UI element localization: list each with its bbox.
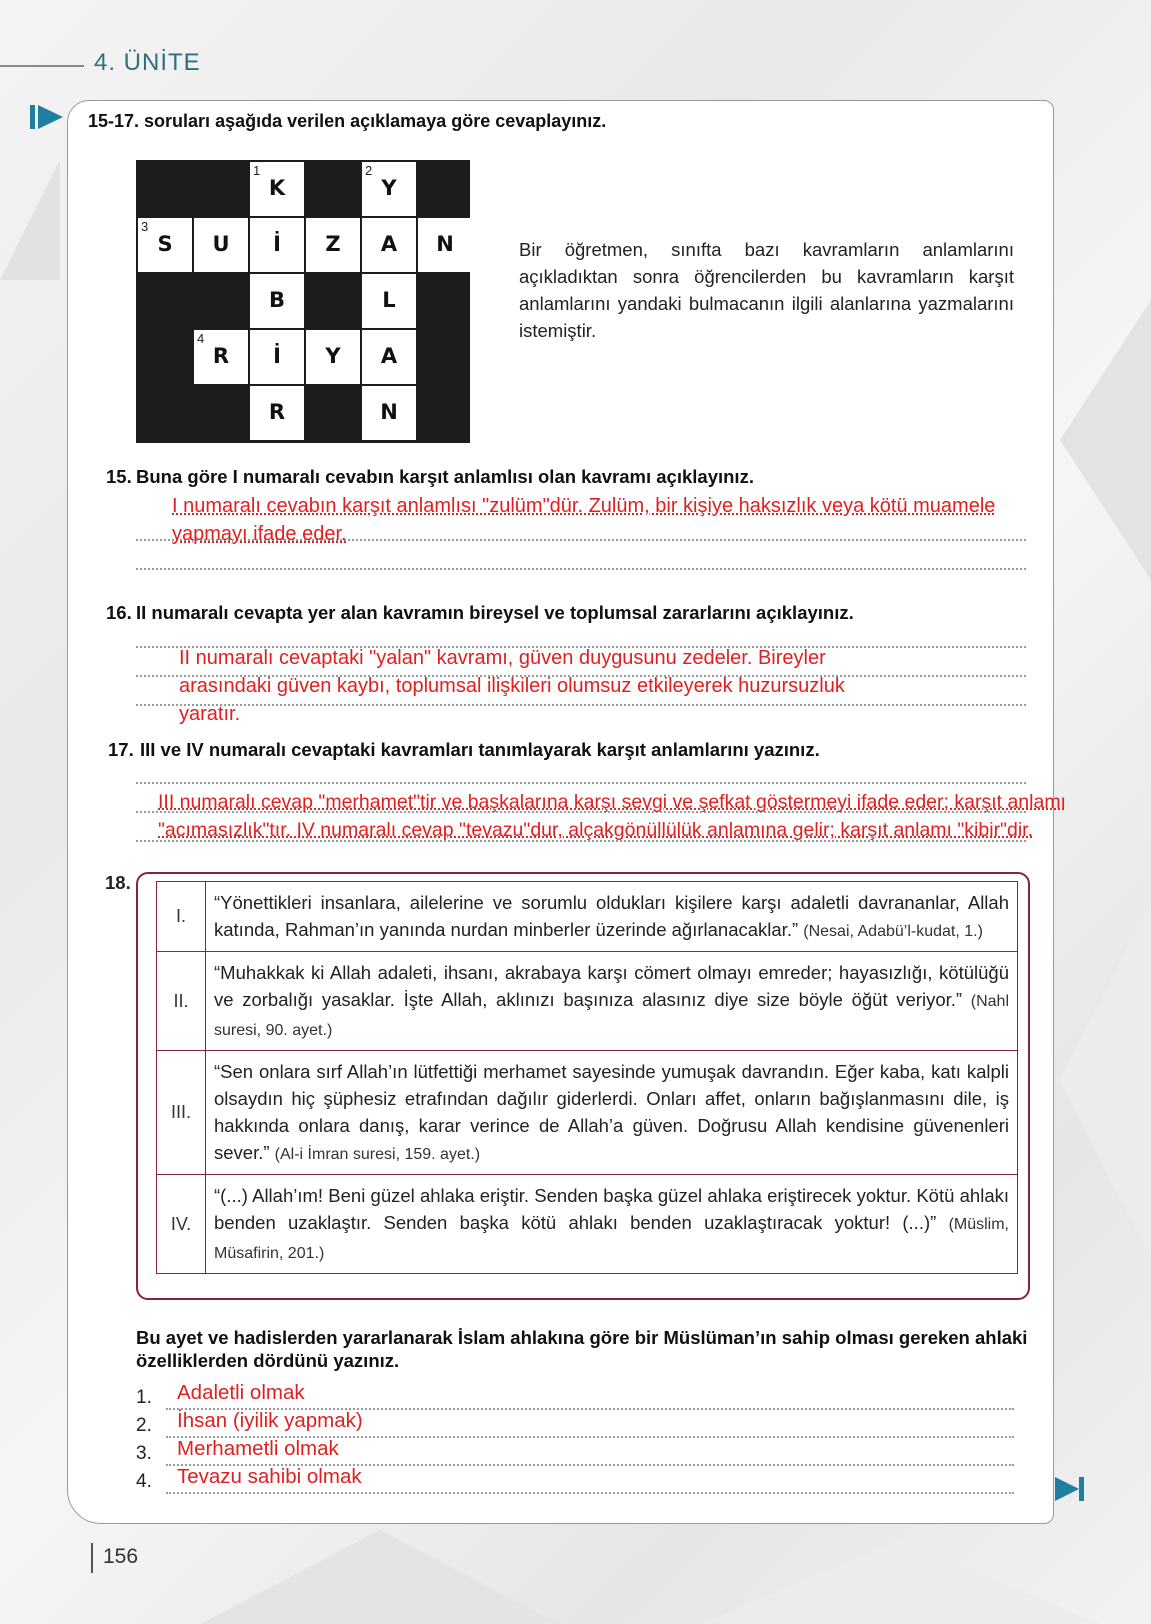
q17-number: 17. bbox=[108, 739, 134, 760]
quotes-table bbox=[156, 881, 1018, 1274]
play-arrow-icon bbox=[30, 103, 64, 131]
background-shape bbox=[1060, 300, 1151, 580]
page-number-rule bbox=[91, 1543, 93, 1573]
background-shape bbox=[700, 1540, 1100, 1624]
q15-answer[interactable]: I numaralı cevabın karşıt anlamlısı "zulüm"dür. Zulüm, bir kişiye haksızlık veya kötü muamele yapmayı ifade eder. bbox=[172, 495, 996, 545]
crossword-letter: U bbox=[212, 232, 230, 256]
crossword-cell[interactable] bbox=[138, 218, 192, 272]
answer-line bbox=[136, 568, 1026, 570]
crossword-letter: İ bbox=[273, 344, 281, 368]
puzzle-description: Bir öğretmen, sınıfta bazı kavramların anlamlarını açıkladıktan sonra öğrencilerden bu kavramların karşıt anlamlarını yandaki bulmacanın ilgili alanlarına yazmalarını istemiştir. bbox=[519, 239, 1014, 341]
crossword-letter: Y bbox=[325, 344, 341, 368]
crossword-cell[interactable] bbox=[362, 386, 416, 440]
crossword-grid bbox=[136, 160, 470, 443]
quote-source: (Al-i İmran suresi, 159. ayet.) bbox=[274, 1146, 481, 1163]
crossword-clue-number: 2 bbox=[365, 163, 373, 178]
q17-answer-line2: "acımasızlık"tır. IV numaralı cevap "tevazu"dur, alçakgönüllülük anlamına gelir; karşıt anlamı "kibir"dir. bbox=[158, 819, 1033, 841]
crossword-letter: L bbox=[382, 288, 396, 312]
quote-source: (Nesai, Adabü’l-kudat, 1.) bbox=[803, 923, 983, 940]
answer-number: 2. bbox=[136, 1415, 152, 1436]
q18-number: 18. bbox=[105, 872, 131, 893]
crossword-letter: A bbox=[380, 344, 398, 368]
crossword-letter: R bbox=[212, 344, 230, 368]
quote-text: “Yönettikleri insanlara, ailelerine ve sorumlu oldukları kişilere karşı adaletli davrananlar, Allah katında, Rahman’ın yanında nurdan minberler üzerinde ağırlanacaklar.” bbox=[214, 892, 1009, 940]
quote-text: “(...) Allah’ım! Beni güzel ahlaka eriştir. Senden başka güzel ahlaka eriştirecek yoktur. Kötü ahlakı benden uzaklaştır. Senden başka kötü ahlakı benden uzaklaştıracak yoktur! (...)” bbox=[214, 1185, 1009, 1233]
quote-row-number: III. bbox=[157, 1051, 206, 1175]
q15-number: 15. bbox=[106, 466, 132, 487]
background-shape bbox=[200, 1530, 560, 1624]
quote-cell bbox=[206, 1051, 1018, 1175]
answer-text[interactable]: Tevazu sahibi olmak bbox=[177, 1465, 362, 1488]
crossword-letter: K bbox=[268, 176, 286, 200]
crossword-cell[interactable] bbox=[362, 274, 416, 328]
quote-row bbox=[157, 952, 1018, 1051]
answer-text[interactable]: İhsan (iyilik yapmak) bbox=[177, 1409, 363, 1432]
q18-question: Bu ayet ve hadislerden yararlanarak İslam ahlakına göre bir Müslüman’ın sahip olması gereken ahlaki özelliklerden dördünü yazınız. bbox=[136, 1327, 1028, 1371]
crossword-cell[interactable] bbox=[250, 162, 304, 216]
crossword-cell[interactable] bbox=[418, 218, 472, 272]
page-number: 156 bbox=[103, 1545, 139, 1568]
quote-text: “Sen onlara sırf Allah’ın lütfettiği merhamet sayesinde yumuşak davrandın. Eğer kaba, katı kalpli olsaydın hiç şüphesiz etrafından dağılır giderlerdi. Onları affet, onların bağışlanmasını dile, iş hakkında onlara danış, karar verince de Allah’a güven. Doğrusu Allah kendisine güvenenleri sever.” bbox=[214, 1061, 1009, 1163]
crossword-letter: N bbox=[380, 400, 398, 424]
quote-row bbox=[157, 1051, 1018, 1175]
crossword-cell[interactable] bbox=[194, 330, 248, 384]
quote-row-number: I. bbox=[157, 882, 206, 952]
crossword-cell[interactable] bbox=[306, 330, 360, 384]
quote-row bbox=[157, 882, 1018, 952]
crossword-letter: S bbox=[157, 232, 173, 256]
answer-text[interactable]: Adaletli olmak bbox=[177, 1381, 305, 1404]
q17-answer-line1: III numaralı cevap "merhamet"tir ve başkalarına karşı sevgi ve şefkat göstermeyi ifade eder; karşıt anlamı bbox=[158, 791, 1066, 813]
background-shape bbox=[0, 160, 60, 280]
unit-title: 4. ÜNİTE bbox=[94, 49, 201, 76]
crossword-cell[interactable] bbox=[250, 386, 304, 440]
answer-line bbox=[166, 1492, 1014, 1494]
answer-number: 1. bbox=[136, 1387, 152, 1408]
quote-cell bbox=[206, 882, 1018, 952]
crossword-cell[interactable] bbox=[194, 218, 248, 272]
quote-row-number: IV. bbox=[157, 1175, 206, 1274]
answer-line bbox=[136, 782, 1026, 784]
q17-answer[interactable] bbox=[158, 788, 1138, 844]
crossword-letter: İ bbox=[273, 232, 281, 256]
crossword-letter: Y bbox=[381, 176, 397, 200]
q16-number: 16. bbox=[106, 602, 132, 623]
answer-number: 3. bbox=[136, 1443, 152, 1464]
quote-row bbox=[157, 1175, 1018, 1274]
quote-source: (Nahl suresi, 90. ayet.) bbox=[214, 993, 1009, 1039]
quote-cell bbox=[206, 1175, 1018, 1274]
q15-text: Buna göre I numaralı cevabın karşıt anlamlısı olan kavramı açıklayınız. bbox=[136, 466, 754, 487]
crossword-letter: B bbox=[268, 288, 285, 312]
answer-text[interactable]: Merhametli olmak bbox=[177, 1437, 339, 1460]
crossword-cell[interactable] bbox=[362, 330, 416, 384]
quote-text: “Muhakkak ki Allah adaleti, ihsanı, akrabaya karşı cömert olmayı emreder; hayasızlığı, kötülüğü ve zorbalığı yasaklar. İşte Allah, aklınızı başınıza alasınız diye size böyle öğüt veriyor.” bbox=[214, 962, 1009, 1010]
quote-cell bbox=[206, 952, 1018, 1051]
crossword-cell[interactable] bbox=[306, 218, 360, 272]
crossword-letter: N bbox=[436, 232, 454, 256]
section-intro: 15-17. soruları aşağıda verilen açıklamaya göre cevaplayınız. bbox=[88, 111, 607, 131]
crossword-cell[interactable] bbox=[362, 162, 416, 216]
quote-row-number: II. bbox=[157, 952, 206, 1051]
background-shape bbox=[1060, 900, 1151, 1260]
q17-text: III ve IV numaralı cevaptaki kavramları tanımlayarak karşıt anlamlarını yazınız. bbox=[140, 739, 820, 760]
crossword-letter: Z bbox=[325, 232, 341, 256]
crossword-clue-number: 4 bbox=[197, 331, 205, 346]
crossword-clue-number: 1 bbox=[253, 163, 261, 178]
next-arrow-icon bbox=[1055, 1475, 1085, 1503]
crossword-letter: A bbox=[380, 232, 398, 256]
crossword-cell[interactable] bbox=[250, 274, 304, 328]
crossword-cell[interactable] bbox=[362, 218, 416, 272]
crossword-cell[interactable] bbox=[250, 330, 304, 384]
answer-number: 4. bbox=[136, 1471, 152, 1492]
q16-text: II numaralı cevapta yer alan kavramın bireysel ve toplumsal zararlarını açıklayınız. bbox=[136, 602, 854, 623]
crossword-letter: R bbox=[268, 400, 286, 424]
crossword-cell[interactable] bbox=[250, 218, 304, 272]
quote-source: (Müslim, Müsafirin, 201.) bbox=[214, 1216, 1009, 1262]
q16-answer[interactable]: II numaralı cevaptaki "yalan" kavramı, güven duygusunu zedeler. Bireyler arasındaki güven kaybı, toplumsal ilişkileri olumsuz etkileyerek huzursuzluk yaratır. bbox=[179, 647, 845, 725]
crossword-clue-number: 3 bbox=[141, 219, 149, 234]
unit-rule bbox=[0, 65, 84, 67]
